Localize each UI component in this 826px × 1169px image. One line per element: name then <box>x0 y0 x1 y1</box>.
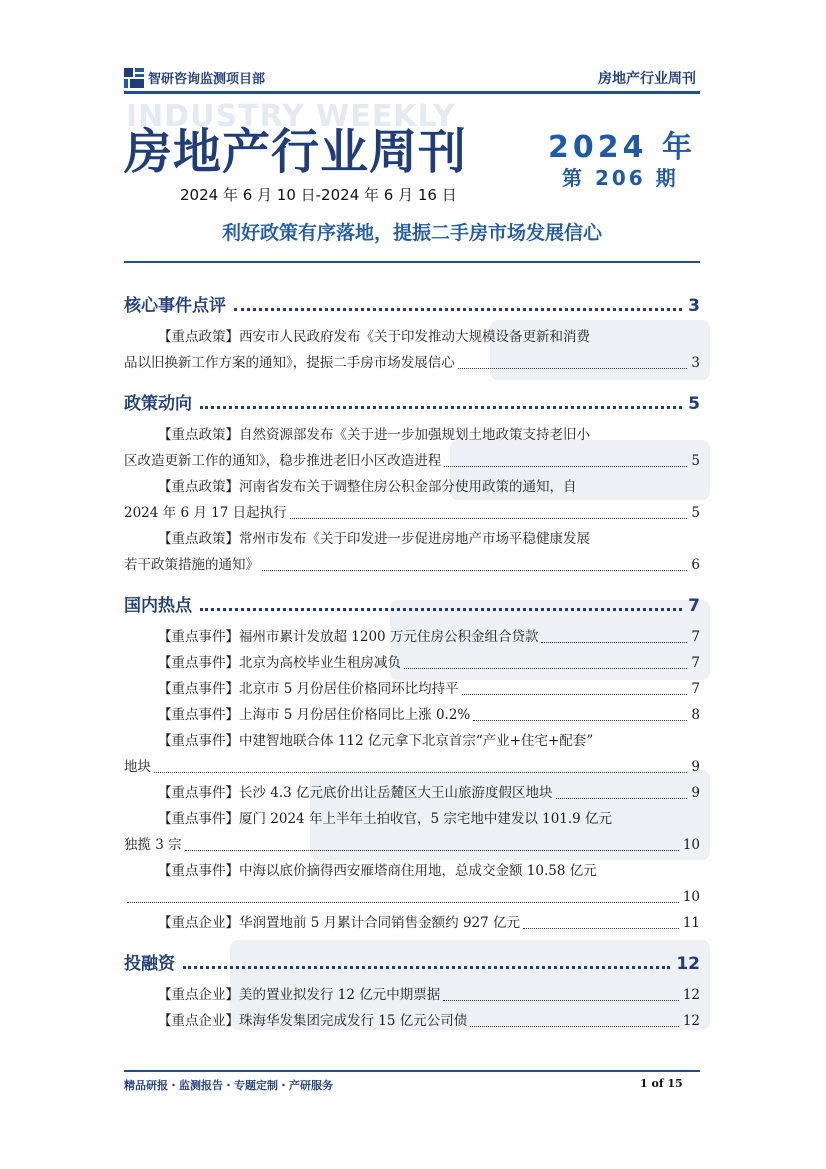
toc-entry-text: 【重点事件】北京为高校毕业生租房减负 <box>158 655 401 671</box>
toc-entry-page: 10 <box>682 889 700 905</box>
toc-section-page: 7 <box>688 596 700 616</box>
toc-entry-page: 12 <box>682 987 700 1003</box>
toc-entry[interactable] <box>124 422 700 474</box>
toc-entry-text: 【重点事件】长沙 4.3 亿元底价出让岳麓区大王山旅游度假区地块 <box>158 785 553 801</box>
toc-section[interactable] <box>124 590 700 616</box>
toc-entry-page: 8 <box>691 707 700 723</box>
toc-entry-page: 9 <box>691 785 700 801</box>
toc-entry-page: 6 <box>691 557 700 573</box>
toc-leader-dots <box>556 798 688 799</box>
toc-entry-line2: 品以旧换新工作方案的通知》，提振二手房市场发展信心 <box>124 355 455 371</box>
toc-section[interactable] <box>124 948 700 974</box>
toc-entry-text: 【重点事件】上海市 5 月份居住价格同比上涨 0.2% <box>158 707 471 723</box>
toc-leader-dots <box>541 642 687 643</box>
footer-rule <box>124 1070 700 1072</box>
header-rule <box>124 91 700 94</box>
toc-entry-line1: 【重点政策】常州市发布《关于印发进一步促进房地产市场平稳健康发展 <box>158 531 590 547</box>
toc-entry-line2: 若干政策措施的通知》 <box>124 557 259 573</box>
toc-entry[interactable] <box>124 702 700 728</box>
toc-entry[interactable] <box>124 650 700 676</box>
publication-name: 房地产行业周刊 <box>598 71 696 87</box>
toc-leader-dots <box>154 772 687 773</box>
date-range: 2024 年 6 月 10 日-2024 年 6 月 16 日 <box>180 186 457 204</box>
toc-entry[interactable] <box>124 858 700 910</box>
toc-entry[interactable] <box>124 324 700 376</box>
toc-entry-text: 【重点事件】福州市累计发放超 1200 万元住房公积金组合贷款 <box>158 629 539 645</box>
header-bar <box>124 66 700 90</box>
toc-leader-dots <box>444 466 687 467</box>
toc-entry[interactable] <box>124 780 700 806</box>
toc-leader-dots <box>127 902 679 903</box>
toc-leader-dots <box>183 966 670 969</box>
toc-leader-dots <box>262 570 687 571</box>
toc-entry-line2: 2024 年 6 月 17 日起执行 <box>124 505 287 521</box>
toc-entry[interactable] <box>124 910 700 936</box>
toc-entry-line2: 独揽 3 宗 <box>124 837 182 853</box>
toc-entry-line2: 区改造更新工作的通知》，稳步推进老旧小区改造进程 <box>124 453 442 469</box>
toc-entry-text: 【重点企业】华润置地前 5 月累计合同销售金额约 927 亿元 <box>158 915 521 931</box>
toc-entry-line1: 【重点事件】厦门 2024 年上半年土拍收官，5 宗宅地中建发以 101.9 亿元 <box>158 811 613 827</box>
page-indicator: 1 of 15 <box>640 1077 683 1090</box>
toc-entry-page: 7 <box>691 655 700 671</box>
toc-entry[interactable] <box>124 676 700 702</box>
toc-entry-page: 7 <box>691 681 700 697</box>
toc-leader-dots <box>473 720 687 721</box>
toc-entry[interactable] <box>124 982 700 1008</box>
toc-section-page: 5 <box>688 394 700 414</box>
toc-leader-dots <box>234 308 682 311</box>
report-subtitle: 利好政策有序落地，提振二手房市场发展信心 <box>221 222 602 244</box>
toc-entry[interactable] <box>124 1008 700 1034</box>
footer-services: 精品研报・监测报告・专题定制・产研服务 <box>124 1079 333 1092</box>
toc-entry-text: 【重点企业】珠海华发集团完成发行 15 亿元公司债 <box>158 1013 468 1029</box>
toc-entry-line1: 【重点事件】中海以底价摘得西安雁塔商住用地，总成交金额 10.58 亿元 <box>158 863 597 879</box>
toc-entry-page: 5 <box>691 453 700 469</box>
toc-leader-dots <box>443 1000 679 1001</box>
toc-leader-dots <box>200 608 682 611</box>
toc-entry[interactable] <box>124 526 700 578</box>
toc-section-title: 核心事件点评 <box>124 296 226 316</box>
toc-entry-page: 3 <box>691 355 700 371</box>
toc-leader-dots <box>200 406 682 409</box>
toc-entry[interactable] <box>124 728 700 780</box>
toc-section-title: 政策动向 <box>124 394 192 414</box>
report-year: 2024 年 <box>548 130 696 165</box>
toc-leader-dots <box>470 1026 679 1027</box>
toc-entry-page: 10 <box>682 837 700 853</box>
report-title: 房地产行业周刊 <box>124 124 468 180</box>
toc-entry[interactable] <box>124 806 700 858</box>
toc-entry-text: 【重点企业】美的置业拟发行 12 亿元中期票据 <box>158 987 441 1003</box>
toc-leader-dots <box>523 928 679 929</box>
toc-entry-line1: 【重点政策】自然资源部发布《关于进一步加强规划土地政策支持老旧小 <box>158 427 590 443</box>
toc-entry-page: 7 <box>691 629 700 645</box>
title-divider <box>124 261 700 263</box>
toc-section[interactable] <box>124 388 700 414</box>
toc-section-page: 12 <box>676 954 700 974</box>
toc-section-page: 3 <box>688 296 700 316</box>
toc-entry[interactable] <box>124 474 700 526</box>
toc-entry-line2: 地块 <box>124 759 151 775</box>
toc-entry-page: 9 <box>691 759 700 775</box>
toc-section-title: 国内热点 <box>124 596 192 616</box>
toc-entry-line1: 【重点事件】中建智地联合体 112 亿元拿下北京首宗“产业+住宅+配套” <box>158 733 594 749</box>
toc-leader-dots <box>290 518 688 519</box>
toc-entry-line1: 【重点政策】西安市人民政府发布《关于印发推动大规模设备更新和消费 <box>158 329 590 345</box>
toc-section-title: 投融资 <box>124 954 175 974</box>
toc-entry[interactable] <box>124 624 700 650</box>
toc-entry-line1: 【重点政策】河南省发布关于调整住房公积金部分使用政策的通知，自 <box>158 479 577 495</box>
toc-leader-dots <box>185 850 679 851</box>
company-logo-icon <box>124 68 144 88</box>
ghost-background-text: INDUSTRY WEEKLY <box>126 99 456 134</box>
toc-entry-page: 5 <box>691 505 700 521</box>
toc-section[interactable] <box>124 290 700 316</box>
toc-leader-dots <box>458 368 688 369</box>
table-of-contents <box>124 282 700 1034</box>
toc-entry-page: 11 <box>682 915 700 931</box>
toc-leader-dots <box>404 668 687 669</box>
toc-leader-dots <box>462 694 688 695</box>
toc-entry-page: 12 <box>682 1013 700 1029</box>
issue-number: 第 206 期 <box>562 166 679 190</box>
toc-entry-text: 【重点事件】北京市 5 月份居住价格同环比均持平 <box>158 681 459 697</box>
org-name: 智研咨询监测项目部 <box>148 72 266 87</box>
